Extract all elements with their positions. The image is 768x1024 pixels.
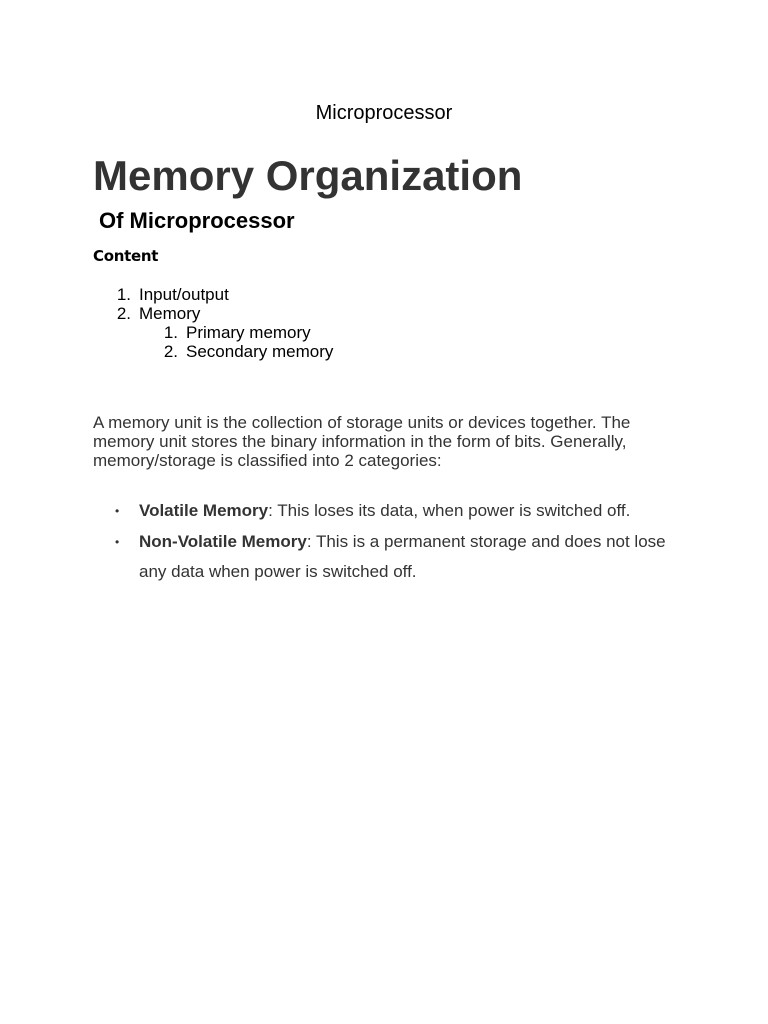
bullet-list (93, 496, 673, 588)
bullet-item (93, 527, 673, 588)
toc-item-label: Input/output (139, 285, 229, 304)
document-title: Memory Organization (93, 152, 523, 199)
bullet-item (93, 496, 673, 527)
toc-item-number: 1. (116, 285, 131, 304)
bullet-marker: • (115, 534, 120, 549)
page-header: Microprocessor (315, 102, 453, 124)
toc-subitem-label: Secondary memory (186, 342, 334, 361)
bullet-description: : This is a permanent storage and does not lose any data when power is switched off. (139, 531, 666, 581)
document-subtitle: Of Microprocessor (99, 208, 295, 233)
toc-subitem-number: 1. (163, 323, 178, 342)
toc-item-number: 2. (116, 304, 131, 323)
intro-paragraph: A memory unit is the collection of storage units or devices together. The memory unit stores the binary information in the form of bits. Generally, memory/storage is classified into 2 categories: (93, 413, 631, 470)
bullet-marker: • (115, 504, 120, 518)
toc-item-label: Memory (139, 304, 201, 323)
bullet-description: : This loses its data, when power is switched off. (268, 501, 631, 520)
toc-subitem-number: 2. (163, 342, 178, 361)
content-heading: Content (93, 247, 159, 265)
bullet-term: Volatile Memory (139, 501, 269, 520)
toc-subitem-label: Primary memory (186, 323, 311, 342)
bullet-term: Non-Volatile Memory (139, 531, 307, 551)
